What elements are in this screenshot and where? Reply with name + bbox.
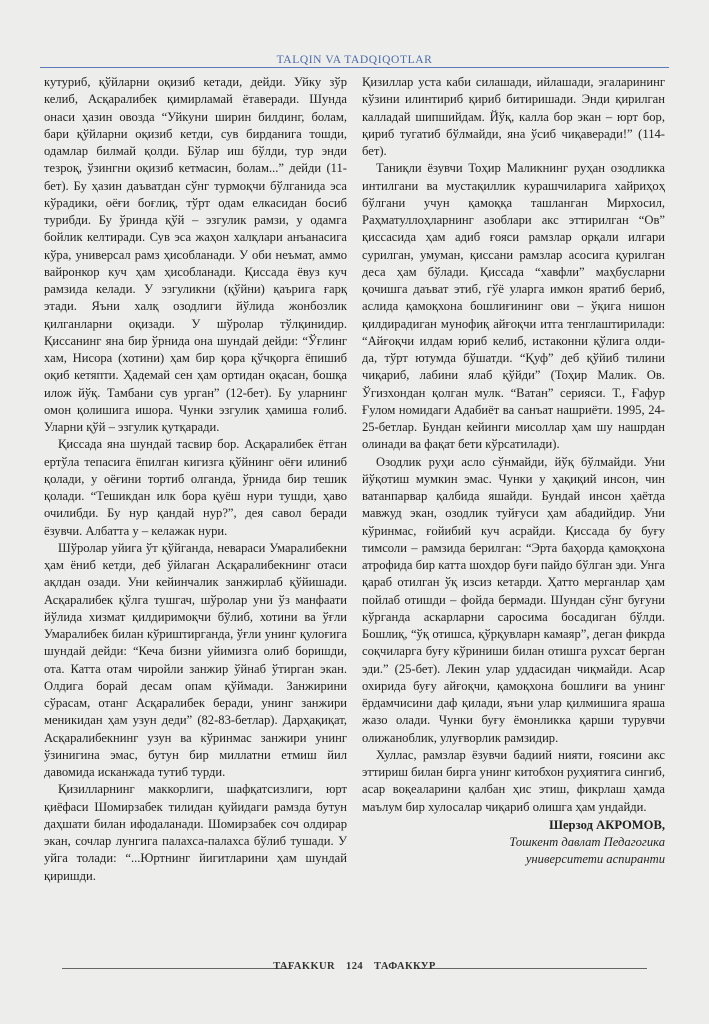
author-affiliation-line-2: университети аспиранти <box>525 852 665 867</box>
paragraph: Хуллас, рамзлар ёзувчи бадиий нияти, ғоясини акс эттириш билан бирга унинг китобхон руҳиятига сингиб, асар воқеаларини қалбан ҳис этиш, фикрлаш ҳамда маълум бир хулосалар чиқариб олишга ҳам ундайди. <box>362 747 665 814</box>
footer-text <box>40 961 669 972</box>
left-column <box>44 74 347 885</box>
footer-journal-latin: TAFAKKUR <box>273 961 336 972</box>
paragraph: Қиссада яна шундай тасвир бор. Асқаралибек ётган ертўла тепасига ёпилган кигизга қўйнинг оёғи илиниб қолади, у оёғини тортиб олганда, ўрнида бир тешик қолади. “Тешикдан илк бора қуёш нури тушди, ҳаво очилибди. Бу нур қандай нур?”, дея савол беради ёзувчи. Албатта у – келажак нури. <box>44 437 347 538</box>
header-rule <box>40 67 669 68</box>
author-affiliation-line-1: Тошкент давлат Педагогика <box>509 835 665 849</box>
running-header <box>40 50 669 68</box>
paragraph: Шўролар уйига ўт қўйганда, невараси Умаралибекни ҳам ёниб кетди, деб ўйлаган Асқаралибекнинг отаси ақлдан озади. Уни кейинчалик занжирлаб қўйишади. Асқаралибек қўлга тушгач, шўролар уни ўз манфаати йўлида хизмат қилдиримоқчи бўлиб, хотини ва ўғли Умаралибек билан кўриштирганда, ўғли унинг қулоғига шундай дейди: “Кеча бизни уйимизга олиб боришди, ота. Катта отам чиройли занжир ўйнаб ўтирган экан. Олдига борай десам опам қўймади. Занжирини сўрасам, отанг Асқаралибек беради, унинг занжири меникидан ҳам узун деди” (82-83-бетлар). Дарҳақиқат, Асқаралибекнинг узун ва кўринмас занжири унинг ўзинигина эмас, бутун бир миллатни етмиш йил давомида исканжада тутиб турди. <box>44 540 347 779</box>
page-number: 124 <box>346 961 363 972</box>
author-name: Шерзод АКРОМОВ, <box>549 817 665 832</box>
paragraph: кутуриб, қўйларни оқизиб кетади, дейди. Уйку зўр келиб, Асқаралибек қимирламай ётаверади. Шунда онаси ҳазин овозда “Уйкуни ширин билдинг, болам, бари қўйларни оқизиб кетди, сув бирданига тошди, одамлар билмай қолди. Бўлар иш бўлди, тур энди тезроқ, ўзингни оқизиб кетмасин, болам...” дейди (11-бет). Бу ҳазин даъватдан сўнг турмоқчи бўлганида эса кўрадики, оёғи боғлиқ, тўрт одам елкасидан босиб турибди. Бу ўринда қўй – эзгулик рамзи, у одамга бойлик келтиради. Сув эса жаҳон халқлари анъанасига кўра, универсал рамз ҳисобланади. У оби неъмат, аммо вайронкор куч ҳам ҳисобланади. Қиссада ёвуз куч рамзида келади. У эзгуликни (қўйни) қаърига ғарқ этади. Яъни халқ озодлиги йўлида жонбозлик қилганларни оқизади. У шўролар тўлқинидир. Қиссанинг яна бир ўрнида она шундай дейди: “Ўғлинг хам, Нисора (хотини) ҳам бир қора қўчқорга ёпишиб оқиб кетяпти. Ҳадемай сен ҳам ортидан оқасан, бошқа илож йўқ. Тамбани сув урган” (12-бет). Бу уларнинг омон қолишига ишора. Чунки эзгулик ҳамиша ғолиб. Уларни қўй – эзгулик қутқаради. <box>44 75 347 434</box>
footer-journal-cyrillic: ТАФАККУР <box>374 961 436 972</box>
paragraph: Қизиллар уста каби силашади, ийлашади, эгаларининг кўзини илинтириб қириб битиришади. Энди қирилган калладай шипшийдам. Йўқ, калла бор экан – юрт бор, қириб тугатиб бўлмайди, яна ўсиб чиқаверади!” (114-бет). <box>362 75 665 158</box>
paragraph: Озодлик руҳи асло сўнмайди, йўқ бўлмайди. Уни йўқотиш мумкин эмас. Чунки у ҳақиқий инсон, чин ватанпарвар қалбида яшайди. Бундай инсон ҳаётда мавжуд экан, озодлик туйғуси ҳам абадийдир. Уни кўринмас, ғойибий куч асрайди. Қиссада бу буғу тимсоли – рамзида берилган: “Эрта баҳорда қамоқхона атрофида бир катта шохдор буғи пайдо бўлган эди. Унга қараб отилган ўқ изсиз кетарди. Ҳатто мерганлар ҳам пойлаб отишди – фойда бермади. Шундан сўнг буғуни кўрганда аскарларни саросима босадиган бўлди. Бошлиқ, “ўқ отишса, қўрқувларн камаяр”, деган фикрда соқчиларга буғу кўриниши билан отишга рухсат берган эди.” (25-бет). Лекин улар уддасидан чиқмайди. Асар охирида буғу айғоқчи, қамоқхона бошлиғи ва унинг ёрдамчисини даф қилади, яъни улар қилмишига яраша жазо олади. Чунки буғу ёмонликка қарши турувчи олижаноблик, улуғворлик рамзидир. <box>362 454 665 745</box>
page-footer <box>40 961 669 975</box>
header-title: TALQIN VA TADQIQOTLAR <box>276 54 433 66</box>
right-column <box>362 74 665 869</box>
paragraph: Таниқли ёзувчи Тоҳир Маликнинг руҳан озодликка интилгани ва мустақиллик курашчиларига хайриҳоҳ бўлгани учун қамоққа ташланган Мирхосил, Раҳматуллоҳларнинг азоблари акс эттирилган “Ов” қиссасида ҳам адиб ғояси рамзлар орқали илгари сурилган, умуман, қиссани рамзлар асосига қурилган деса ҳам бўлади. Қиссада “хавфли” маҳбусларни қочишга даъват этиб, гўё уларга имкон яратиб бериб, аслида қамоқхона бошлиғининг ови – ўқига нишон қилдирадиган мунофиқ айғоқчи итга тенглаштирилади: “Айғоқчи илдам юриб келиб, истаконни қўлига олди-да, тўрт ютумда бўшатди. “Қуф” деб қўйиб тилини чиқариб, лабини ялаб қўйди” (Тоҳир Малик. Ов. Ўгизхондан қолган мулк. “Ватан” серияси. Т., Ғафур Ғулом номидаги Адабиёт ва санъат нашриёти. 1995, 24-25-бетлар. Бундан кейинги мисоллар ҳам шу нашрдан олинади ва фақат бети кўрсатилади). <box>362 161 665 452</box>
paragraph: Қизилларнинг маккорлиги, шафқатсизлиги, юрт қиёфаси Шомирзабек тилидан қуйидаги рамзда бутун даҳшати билан ифодаланади. Шомирзабек соч олдирар экан, сочлар лунгига палахса-палахса бўлиб тушади. У уйга толади: “...Юртнинг йигитларини ҳам шундай қиришди. <box>44 782 347 883</box>
